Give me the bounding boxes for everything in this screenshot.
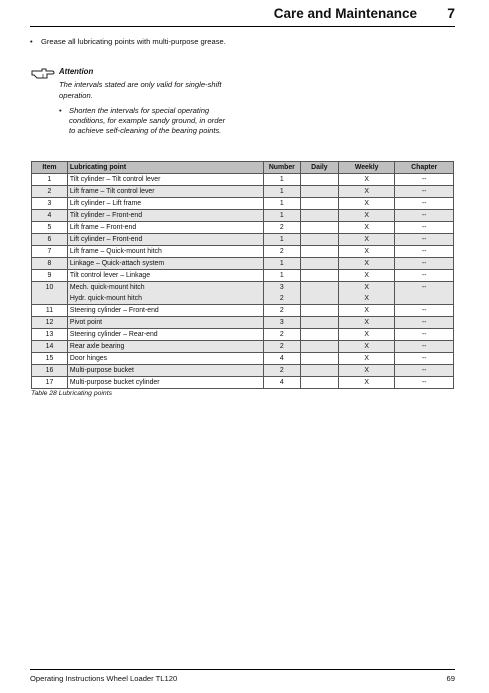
cell-weekly-text: X xyxy=(364,176,369,183)
cell-number-text: 2 xyxy=(279,224,284,231)
cell-item xyxy=(32,174,68,186)
cell-number-text: 3 xyxy=(279,319,284,326)
cell-lubricating-point-text: Rear axle bearing xyxy=(69,343,125,350)
cell-item xyxy=(32,222,68,234)
cell-item xyxy=(32,341,68,353)
cell-chapter xyxy=(395,186,454,198)
cell-chapter xyxy=(395,365,454,377)
cell-weekly xyxy=(338,270,395,282)
cell-weekly xyxy=(338,282,395,305)
table-row xyxy=(32,270,454,282)
cell-number xyxy=(263,329,300,341)
cell-chapter xyxy=(395,282,454,305)
bullet-marker: • xyxy=(59,106,62,115)
cell-item xyxy=(32,377,68,389)
cell-daily xyxy=(300,317,338,329)
cell-item-text: 17 xyxy=(45,379,54,386)
cell-number xyxy=(263,282,300,305)
cell-item xyxy=(32,246,68,258)
cell-lubricating-point xyxy=(67,317,263,329)
cell-chapter xyxy=(395,246,454,258)
cell-number xyxy=(263,341,300,353)
cell-lubricating-point-text: Pivot point xyxy=(69,319,103,326)
cell-chapter-text: -- xyxy=(421,367,427,374)
cell-item-text: 15 xyxy=(45,355,54,362)
cell-item-text: 3 xyxy=(47,200,52,207)
cell-item-text: 2 xyxy=(47,188,52,195)
cell-lubricating-point xyxy=(67,305,263,317)
cell-number-text: 1 xyxy=(279,188,284,195)
cell-weekly-text: X xyxy=(364,224,369,231)
intro-bullet xyxy=(30,37,234,47)
cell-weekly xyxy=(338,222,395,234)
cell-number xyxy=(263,198,300,210)
cell-item-text: 13 xyxy=(45,331,54,338)
cell-chapter-text: -- xyxy=(421,379,427,386)
cell-weekly-text: X xyxy=(364,200,369,207)
cell-daily xyxy=(300,329,338,341)
table-row xyxy=(32,234,454,246)
table-row xyxy=(32,377,454,389)
header-lubricating-point: Lubricating point xyxy=(67,162,263,174)
cell-lubricating-point-text: Tilt cylinder – Tilt control lever xyxy=(69,176,161,183)
cell-weekly xyxy=(338,258,395,270)
table-row xyxy=(32,174,454,186)
cell-item-text: 10 xyxy=(45,284,54,291)
table-row xyxy=(32,341,454,353)
table-row xyxy=(32,282,454,305)
bullet-marker: • xyxy=(30,37,33,46)
cell-item-text: 1 xyxy=(47,176,52,183)
cell-number-text: 1 xyxy=(279,260,284,267)
table-row xyxy=(32,186,454,198)
cell-daily xyxy=(300,377,338,389)
cell-number-text: 1 xyxy=(279,236,284,243)
cell-lubricating-point-text: Linkage – Quick-attach system xyxy=(69,260,165,267)
cell-daily xyxy=(300,270,338,282)
cell-daily xyxy=(300,222,338,234)
cell-weekly-text: X xyxy=(364,355,369,362)
header-number: Number xyxy=(263,162,300,174)
cell-weekly xyxy=(338,186,395,198)
cell-chapter xyxy=(395,270,454,282)
table-header-row xyxy=(32,162,454,174)
cell-chapter-text: -- xyxy=(421,272,427,279)
cell-daily xyxy=(300,174,338,186)
cell-chapter xyxy=(395,198,454,210)
cell-number xyxy=(263,270,300,282)
cell-weekly-text: X xyxy=(364,236,369,243)
cell-chapter-text: -- xyxy=(421,224,427,231)
attention-bullet xyxy=(59,106,231,136)
cell-lubricating-point xyxy=(67,270,263,282)
cell-chapter xyxy=(395,222,454,234)
cell-chapter-text: -- xyxy=(421,355,427,362)
cell-number xyxy=(263,377,300,389)
section-title: Care and Maintenance xyxy=(273,6,417,21)
cell-item-text: 4 xyxy=(47,212,52,219)
cell-chapter xyxy=(395,353,454,365)
table-row xyxy=(32,365,454,377)
cell-item xyxy=(32,317,68,329)
cell-weekly-text: X xyxy=(364,248,369,255)
cell-weekly-text: X xyxy=(364,367,369,374)
cell-weekly xyxy=(338,246,395,258)
cell-lubricating-point xyxy=(67,174,263,186)
cell-number-text: 1 xyxy=(279,272,284,279)
table-row xyxy=(32,317,454,329)
cell-lubricating-point-text: Mech. quick-mount hitch xyxy=(69,284,145,291)
cell-item-text: 16 xyxy=(45,367,54,374)
cell-lubricating-point xyxy=(67,222,263,234)
cell-item xyxy=(32,270,68,282)
cell-number xyxy=(263,365,300,377)
cell-chapter xyxy=(395,341,454,353)
cell-lubricating-point xyxy=(67,246,263,258)
cell-lubricating-point xyxy=(67,377,263,389)
cell-weekly xyxy=(338,341,395,353)
cell-chapter-text: -- xyxy=(421,284,427,291)
cell-lubricating-point xyxy=(67,234,263,246)
cell-chapter-text: -- xyxy=(421,260,427,267)
document-title: Operating Instructions Wheel Loader TL120 xyxy=(30,674,178,683)
page-header xyxy=(30,4,455,27)
cell-weekly-text: X xyxy=(364,212,369,219)
intro-text: Grease all lubricating points with multi-purpose grease. xyxy=(41,37,226,46)
cell-lubricating-point xyxy=(67,282,263,305)
cell-number-text: 2 xyxy=(279,307,284,314)
table-row xyxy=(32,353,454,365)
cell-item xyxy=(32,234,68,246)
cell-weekly-text: X xyxy=(364,379,369,386)
lubricating-points-table xyxy=(31,161,454,389)
cell-chapter xyxy=(395,317,454,329)
cell-item xyxy=(32,329,68,341)
cell-weekly-text-2: X xyxy=(364,295,369,302)
table-row xyxy=(32,222,454,234)
cell-number xyxy=(263,186,300,198)
chapter-number: 7 xyxy=(447,5,455,21)
cell-weekly xyxy=(338,234,395,246)
table-row xyxy=(32,210,454,222)
cell-chapter-text: -- xyxy=(421,236,427,243)
cell-item-text: 5 xyxy=(47,224,52,231)
cell-weekly-text: X xyxy=(364,307,369,314)
cell-item-text: 11 xyxy=(45,307,54,314)
cell-weekly xyxy=(338,198,395,210)
cell-number-text: 2 xyxy=(279,343,284,350)
cell-number xyxy=(263,210,300,222)
cell-item xyxy=(32,258,68,270)
table-caption: Table 28 Lubricating points xyxy=(31,390,112,397)
table-row xyxy=(32,305,454,317)
cell-chapter xyxy=(395,377,454,389)
page-footer xyxy=(30,669,455,688)
cell-weekly xyxy=(338,305,395,317)
cell-daily xyxy=(300,258,338,270)
cell-number-text-2: 2 xyxy=(279,295,284,302)
header-weekly: Weekly xyxy=(338,162,395,174)
cell-chapter xyxy=(395,174,454,186)
cell-daily xyxy=(300,234,338,246)
cell-lubricating-point xyxy=(67,341,263,353)
cell-weekly-text: X xyxy=(364,284,369,291)
cell-lubricating-point xyxy=(67,186,263,198)
cell-number-text: 3 xyxy=(279,284,284,291)
attention-title: Attention xyxy=(59,67,94,76)
cell-chapter-text: -- xyxy=(421,176,427,183)
cell-lubricating-point xyxy=(67,210,263,222)
cell-item xyxy=(32,210,68,222)
cell-item xyxy=(32,186,68,198)
cell-number-text: 1 xyxy=(279,212,284,219)
attention-bullet-text: Shorten the intervals for special operating conditions, for example sandy ground, in order to achieve self-cleaning of the bearing points. xyxy=(69,106,226,135)
cell-item xyxy=(32,365,68,377)
cell-chapter-text: -- xyxy=(421,200,427,207)
cell-chapter-text: -- xyxy=(421,319,427,326)
cell-item xyxy=(32,282,68,305)
cell-lubricating-point-text: Lift frame – Tilt control lever xyxy=(69,188,155,195)
header-chapter: Chapter xyxy=(395,162,454,174)
cell-number xyxy=(263,246,300,258)
cell-number-text: 2 xyxy=(279,248,284,255)
cell-lubricating-point-text-2: Hydr. quick-mount hitch xyxy=(69,295,142,302)
cell-number xyxy=(263,174,300,186)
cell-number-text: 4 xyxy=(279,355,284,362)
cell-lubricating-point xyxy=(67,365,263,377)
cell-lubricating-point xyxy=(67,258,263,270)
cell-number xyxy=(263,234,300,246)
cell-daily xyxy=(300,210,338,222)
cell-daily xyxy=(300,186,338,198)
cell-weekly-text: X xyxy=(364,260,369,267)
header-item: Item xyxy=(32,162,68,174)
cell-number-text: 1 xyxy=(279,176,284,183)
cell-chapter-text: -- xyxy=(421,307,427,314)
cell-daily xyxy=(300,353,338,365)
cell-lubricating-point-text: Steering cylinder – Front-end xyxy=(69,307,159,314)
cell-chapter-text: -- xyxy=(421,248,427,255)
cell-number-text: 4 xyxy=(279,379,284,386)
cell-weekly xyxy=(338,174,395,186)
table-row xyxy=(32,258,454,270)
cell-weekly xyxy=(338,329,395,341)
cell-lubricating-point xyxy=(67,198,263,210)
cell-daily xyxy=(300,198,338,210)
cell-lubricating-point-text: Lift frame – Front-end xyxy=(69,224,137,231)
cell-number xyxy=(263,353,300,365)
cell-weekly xyxy=(338,353,395,365)
cell-lubricating-point-text: Lift cylinder – Lift frame xyxy=(69,200,142,207)
cell-item-text: 8 xyxy=(47,260,52,267)
cell-item xyxy=(32,198,68,210)
cell-lubricating-point-text: Multi-purpose bucket xyxy=(69,367,134,374)
cell-chapter xyxy=(395,329,454,341)
cell-lubricating-point-text: Tilt cylinder – Front-end xyxy=(69,212,143,219)
cell-daily xyxy=(300,282,338,305)
cell-item-text: 6 xyxy=(47,236,52,243)
cell-number xyxy=(263,258,300,270)
cell-item xyxy=(32,305,68,317)
cell-number xyxy=(263,222,300,234)
cell-item xyxy=(32,353,68,365)
cell-weekly xyxy=(338,365,395,377)
cell-weekly-text: X xyxy=(364,272,369,279)
cell-daily xyxy=(300,246,338,258)
cell-lubricating-point xyxy=(67,329,263,341)
cell-item-text: 9 xyxy=(47,272,52,279)
cell-number xyxy=(263,317,300,329)
cell-lubricating-point-text: Multi-purpose bucket cylinder xyxy=(69,379,160,386)
cell-weekly-text: X xyxy=(364,188,369,195)
cell-number-text: 1 xyxy=(279,200,284,207)
table-row xyxy=(32,198,454,210)
cell-chapter-text: -- xyxy=(421,188,427,195)
cell-weekly-text: X xyxy=(364,343,369,350)
cell-weekly xyxy=(338,377,395,389)
cell-chapter xyxy=(395,234,454,246)
cell-weekly-text: X xyxy=(364,319,369,326)
cell-lubricating-point-text: Steering cylinder – Rear-end xyxy=(69,331,158,338)
cell-chapter xyxy=(395,258,454,270)
cell-item-text: 7 xyxy=(47,248,52,255)
cell-number-text: 2 xyxy=(279,367,284,374)
cell-chapter xyxy=(395,305,454,317)
page-number: 69 xyxy=(446,674,455,683)
cell-weekly-text: X xyxy=(364,331,369,338)
cell-item-text: 12 xyxy=(45,319,54,326)
cell-chapter xyxy=(395,210,454,222)
cell-weekly xyxy=(338,210,395,222)
cell-lubricating-point-text: Lift cylinder – Front-end xyxy=(69,236,143,243)
attention-text: The intervals stated are only valid for single-shift operation. xyxy=(59,80,222,100)
cell-daily xyxy=(300,305,338,317)
cell-lubricating-point-text: Tilt control lever – Linkage xyxy=(69,272,151,279)
cell-chapter-text: -- xyxy=(421,331,427,338)
cell-chapter-text: -- xyxy=(421,212,427,219)
table-row xyxy=(32,329,454,341)
pointing-hand-icon xyxy=(31,66,55,80)
cell-item-text: 14 xyxy=(45,343,54,350)
cell-lubricating-point-text: Lift frame – Quick-mount hitch xyxy=(69,248,162,255)
cell-number-text: 2 xyxy=(279,331,284,338)
cell-number xyxy=(263,305,300,317)
cell-chapter-text: -- xyxy=(421,343,427,350)
header-daily: Daily xyxy=(300,162,338,174)
cell-lubricating-point-text: Door hinges xyxy=(69,355,108,362)
cell-weekly xyxy=(338,317,395,329)
cell-daily xyxy=(300,365,338,377)
table-row xyxy=(32,246,454,258)
cell-lubricating-point xyxy=(67,353,263,365)
cell-daily xyxy=(300,341,338,353)
